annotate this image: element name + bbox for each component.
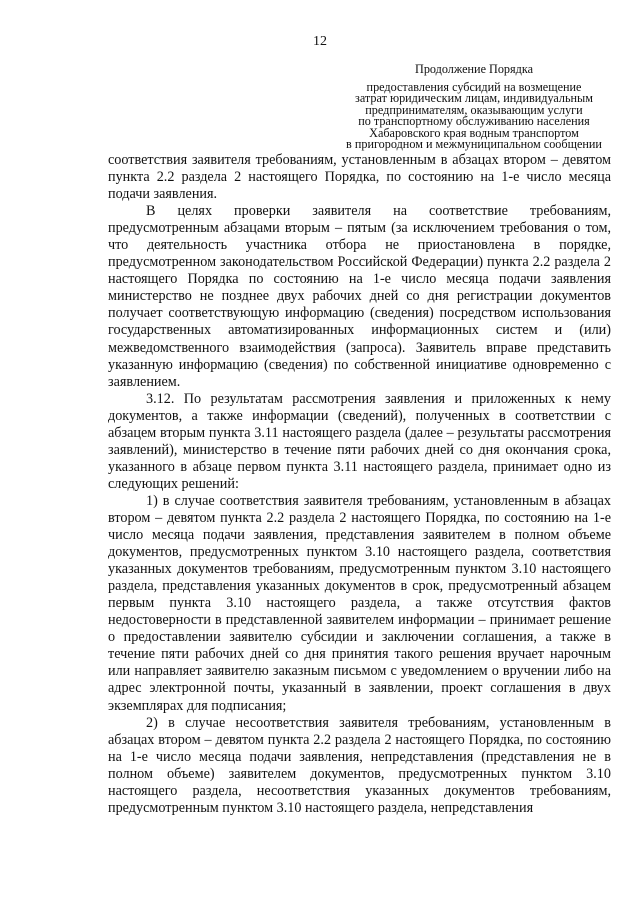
header-line: предпринимателям, оказывающим услуги: [365, 102, 583, 117]
paragraph: 3.12. По результатам рассмотрения заявления и приложенных к нему документов, а также информации (сведений), полученных в соответствии с абзацем вторым пункта 3.11 настоящего раздела (далее – результаты рассмотрения заявлений), министерство в течение пяти рабочих дней со дня окончания срока, указанного в абзаце первом пункта 3.11 настоящего раздела, принимает одно из следующих решений:: [108, 390, 611, 492]
header-line: затрат юридическим лицам, индивидуальным: [355, 91, 593, 105]
header-title: Продолжение Порядка: [415, 62, 533, 76]
page-number: 12: [313, 34, 327, 49]
paragraph: соответствия заявителя требованиям, установленным в абзацах втором – девятом пункта 2.2 раздела 2 настоящего Порядка, по состоянию на 1-е число месяца подачи заявления.: [108, 152, 611, 203]
header-line: по транспортному обслуживанию населения: [358, 114, 590, 128]
paragraph: 2) в случае несоответствия заявителя требованиям, установленным в абзацах втором – девятом пункта 2.2 раздела 2 настоящего Порядка, по состоянию на 1-е число месяца подачи заявления, непредставления (представления не в полном объеме) заявителем документов, предусмотренных пунктом 3.10 настоящего раздела, несоответствия указанных документов требованиям, предусмотренным пунктом 3.10 настоящего раздела, непредставления: [108, 714, 611, 816]
header-line: Хабаровского края водным транспортом: [369, 125, 579, 140]
document-header: [324, 64, 624, 151]
header-line: предоставления субсидий на возмещение: [366, 79, 582, 94]
paragraph: 1) в случае соответствия заявителя требованиям, установленным в абзацах втором – девятом пункта 2.2 раздела 2 настоящего Порядка, по состоянию на 1-е число месяца подачи заявления, представления заявителем в полном объеме документов, предусмотренных пунктом 3.10 настоящего раздела, соответствия указанных документов требованиям, предусмотренным пунктом 3.10 настоящего раздела, представления указанных документов в срок, предусмотренный абзацем первым пункта 3.10 настоящего раздела, а также отсутствия фактов недостоверности в представленной заявителем информации – принимает решение о предоставлении заявителю субсидии и заключении соглашения, а также в течение пяти рабочих дней со дня принятия такого решения вручает нарочным или направляет заявителю заказным письмом с уведомлением о вручении либо на адрес электронной почты, указанный в заявлении, проект соглашения в двух экземплярах для подписания;: [108, 492, 611, 714]
document-body: [108, 152, 611, 817]
header-line: в пригородном и межмуниципальном сообщении: [346, 137, 602, 151]
paragraph: В целях проверки заявителя на соответствие требованиям, предусмотренным абзацами вторым – пятым (за исключением требования о том, что деятельность участника отбора не приостановлена в порядке, предусмотренном законодательством Российской Федерации) пункта 2.2 раздела 2 настоящего Порядка по состоянию на 1-е число месяца подачи заявления министерство не позднее двух рабочих дней со дня регистрации документов получает соответствующую информацию (сведения) посредством использования государственных автоматизированных информационных систем и (или) межведомственного взаимодействия (запроса). Заявитель вправе представить указанную информацию (сведения) по собственной инициативе одновременно с заявлением.: [108, 203, 611, 390]
